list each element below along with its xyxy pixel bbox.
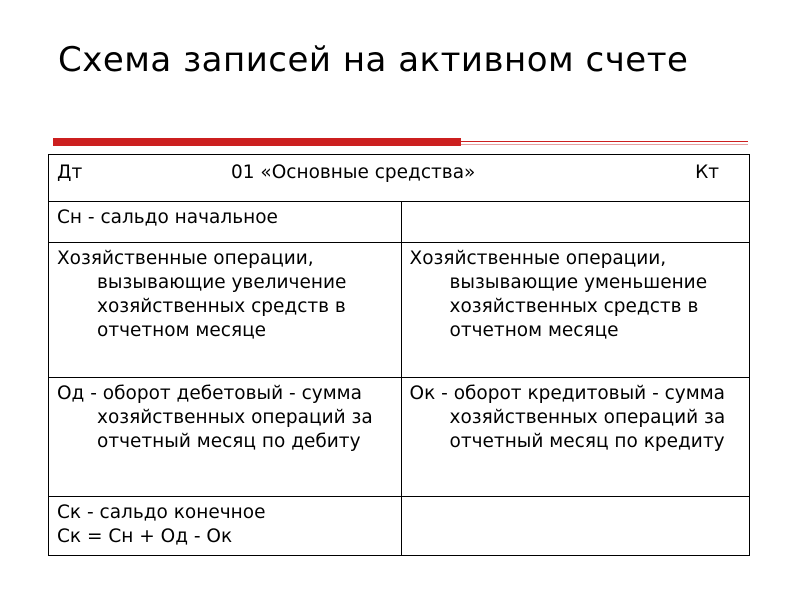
account-scheme-table <box>48 154 750 556</box>
credit-turnover-text: Ок - оборот кредитовый - сумма хозяйственных операций за отчетный месяц по кредиту <box>409 383 726 452</box>
table-header-row <box>49 155 750 202</box>
title-underline-thin <box>461 141 748 142</box>
title-underline-thin-secondary <box>461 144 748 145</box>
title-underline <box>53 138 748 146</box>
opening-balance-row <box>49 202 750 243</box>
turnover-row <box>49 378 750 497</box>
opening-balance-debit-cell <box>49 202 402 243</box>
turnover-debit-cell <box>49 378 402 497</box>
closing-balance-credit-cell <box>401 497 749 556</box>
account-name: 01 «Основные средства» <box>231 162 476 183</box>
opening-balance-credit-cell <box>401 202 749 243</box>
closing-balance-formula: Ск = Сн + Од - Ок <box>57 526 233 547</box>
closing-balance-text: Ск - сальдо конечное <box>57 502 266 523</box>
operations-debit-cell <box>49 243 402 378</box>
increase-operations-text: Хозяйственные операции, вызывающие увеличение хозяйственных средств в отчетном месяце <box>57 248 347 341</box>
closing-balance-row <box>49 497 750 556</box>
debit-turnover-text: Од - оборот дебетовый - сумма хозяйственных операций за отчетный месяц по дебиту <box>57 383 373 452</box>
slide-title: Схема записей на активном счете <box>58 40 689 80</box>
opening-balance-text: Сн - сальдо начальное <box>57 207 278 228</box>
closing-balance-debit-cell <box>49 497 402 556</box>
title-underline-thick <box>53 138 461 146</box>
turnover-credit-cell <box>401 378 749 497</box>
credit-label: Кт <box>695 162 719 183</box>
operations-credit-cell <box>401 243 749 378</box>
decrease-operations-text: Хозяйственные операции, вызывающие уменьшение хозяйственных средств в отчетном месяце <box>409 248 708 341</box>
operations-row <box>49 243 750 378</box>
account-header-cell <box>49 155 750 202</box>
debit-label: Дт <box>57 162 83 183</box>
